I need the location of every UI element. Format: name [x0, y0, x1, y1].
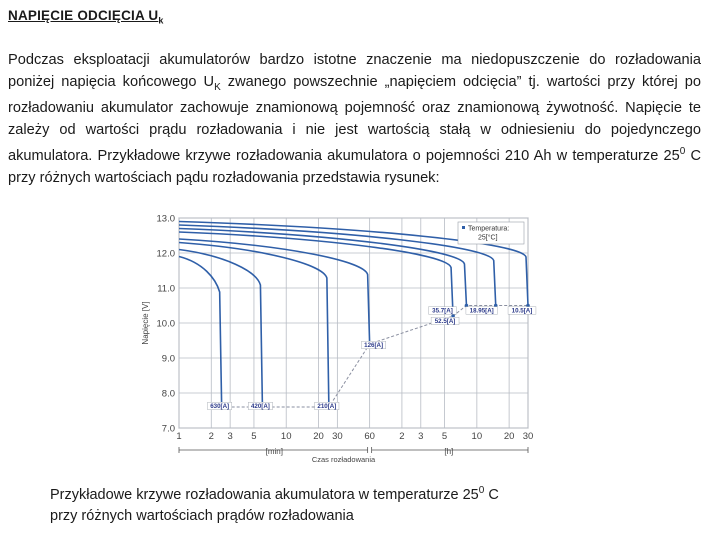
- legend-value: 25[°C]: [478, 234, 498, 242]
- figure-caption: [50, 480, 499, 527]
- y-tick-label: 12.0: [156, 248, 175, 260]
- y-tick-label: 9.0: [161, 353, 175, 365]
- caption-line-1-text: Przykładowe krzywe rozładowania akumulatora w temperaturze 25: [50, 486, 479, 503]
- y-axis-label: Napięcie [V]: [141, 301, 150, 345]
- x-tick-label: 20: [313, 431, 324, 442]
- title-text: NAPIĘCIE ODCIĘCIA U: [8, 8, 159, 23]
- curve-label: 35.7[A]: [432, 307, 453, 315]
- paragraph-part-3: C przy różnych wartościach pądu rozładowania przedstawia rysunek:: [8, 148, 702, 186]
- y-tick-label: 10.0: [156, 318, 175, 330]
- page-title: [8, 8, 164, 26]
- paragraph-part-1: Podczas eksploatacji akumulatorów bardzo istotne znaczenie ma niedopuszczenie do rozładowania poniżej napięcia końcowego U: [8, 52, 701, 90]
- discharge-chart: [136, 202, 556, 472]
- legend-marker: [462, 226, 465, 229]
- paragraph-superscript: 0: [679, 146, 686, 158]
- x-tick-label: 20: [503, 431, 515, 442]
- x-tick-label: 3: [418, 431, 424, 442]
- curve-label: 210[A]: [317, 403, 337, 410]
- x-tick-label: 5: [251, 431, 257, 442]
- discharge-chart-svg: [136, 202, 556, 472]
- curve-label: 630[A]: [210, 403, 230, 410]
- caption-line-1: [50, 480, 499, 506]
- x-tick-label: 5: [441, 431, 448, 442]
- x-tick-label: 30: [332, 431, 343, 442]
- x-tick-label: 10: [280, 431, 292, 442]
- x-tick-label: 2: [399, 431, 405, 442]
- curve-label: 126[A]: [364, 342, 384, 349]
- x-tick-label: 2: [208, 431, 214, 442]
- x-tick-label: 10: [471, 431, 483, 442]
- x-tick-label: 1: [176, 431, 182, 442]
- intro-paragraph: [8, 50, 701, 189]
- x-unit-hours: [h]: [444, 447, 454, 456]
- curve-label: 10.5[A]: [511, 307, 533, 315]
- caption-line-2: przy różnych wartościach prądów rozładowania: [50, 507, 354, 524]
- y-tick-label: 11.0: [157, 283, 175, 295]
- caption-line-1-unit: C: [484, 486, 499, 503]
- paragraph-part-2: zwanego powszechnie „napięciem odcięcia” tj. wartości przy której po rozładowaniu akumulator zachowuje znamionową pojemność oraz znamionową żywotność. Napięcie te zależy od wartości prądu rozładowania i nie jest wartością stałą w odniesieniu do pojedynczego akumulatora. Przykładowe krzywe rozładowania akumulatora o pojemności 210 Ah w temperaturze 25: [8, 73, 701, 165]
- y-tick-label: 8.0: [161, 388, 175, 400]
- y-tick-label: 7.0: [161, 423, 175, 435]
- y-tick-label: 13.0: [156, 213, 175, 225]
- x-tick-label: 30: [522, 431, 534, 442]
- x-unit-minutes: [min]: [265, 447, 283, 456]
- curve-label: 18.95[A]: [469, 307, 494, 315]
- x-axis-label: Czas rozładowania: [311, 455, 376, 464]
- curve-label: 420[A]: [250, 403, 270, 410]
- title-subscript: k: [158, 15, 164, 26]
- curve-label: 52.5[A]: [434, 318, 456, 325]
- x-tick-label: 3: [227, 431, 233, 442]
- paragraph-subscript: K: [214, 81, 221, 93]
- caption-superscript: 0: [478, 485, 485, 496]
- x-tick-label: 60: [364, 431, 375, 442]
- legend-label: Temperatura:: [468, 225, 510, 233]
